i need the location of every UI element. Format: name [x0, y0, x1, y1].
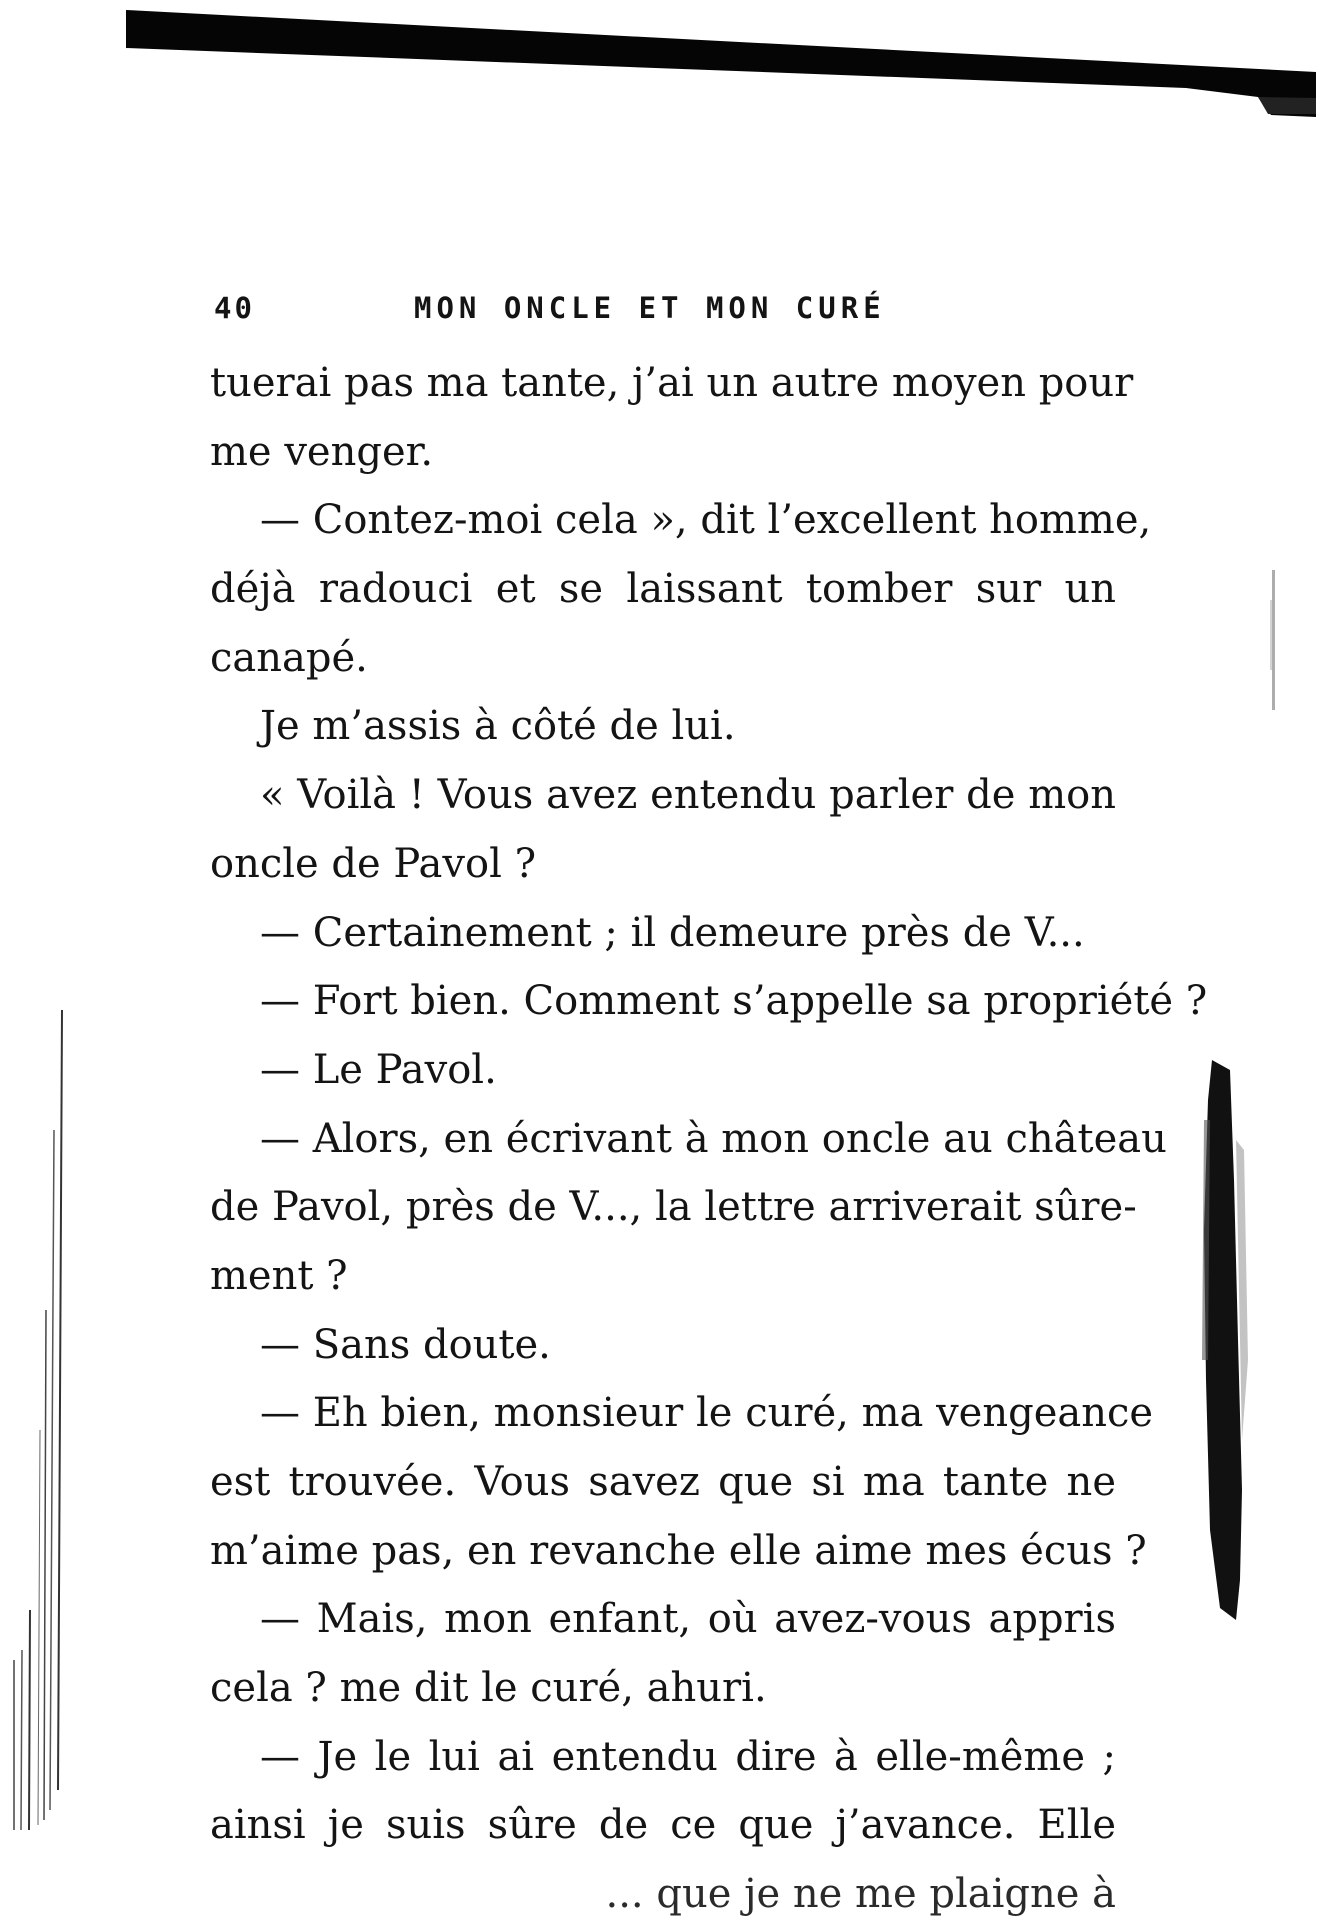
running-head [210, 285, 1116, 335]
page-number: 40 [214, 291, 255, 325]
text-line: — Contez-moi cela », dit l’excellent homme, [260, 497, 1152, 544]
text-line-cut: ... que je ne me plaigne à [605, 1871, 1116, 1918]
text-line: ment ? [210, 1252, 348, 1299]
text-line: canapé. [210, 634, 368, 681]
body-text [210, 349, 1208, 1918]
text-line: — Le Pavol. [260, 1046, 497, 1093]
text-line: déjà radouci et se laissant tomber sur un [210, 566, 1116, 613]
book-page [210, 285, 1208, 1918]
text-line: me venger. [210, 428, 434, 475]
text-line: « Voilà ! Vous avez entendu parler de mon [260, 772, 1116, 819]
text-line: de Pavol, près de V..., la lettre arriverait sûre- [210, 1184, 1137, 1231]
text-line: — Sans doute. [260, 1321, 551, 1368]
scan-edge-bar [126, 2, 1316, 140]
book-title: MON ONCLE ET MON CURÉ [414, 291, 886, 325]
text-line: oncle de Pavol ? [210, 840, 537, 887]
text-line: cela ? me dit le curé, ahuri. [210, 1665, 767, 1712]
text-line: tuerai pas ma tante, j’ai un autre moyen pour [210, 360, 1134, 406]
text-line: — Mais, mon enfant, où avez-vous appris [260, 1596, 1116, 1643]
text-line: m’aime pas, en revanche elle aime mes écus ? [210, 1527, 1147, 1574]
text-line: — Alors, en écrivant à mon oncle au château [260, 1115, 1167, 1162]
text-line: ainsi je suis sûre de ce que j’avance. Elle [210, 1802, 1116, 1849]
text-line: — Certainement ; il demeure près de V... [260, 909, 1085, 956]
scan-lines-left [0, 1010, 70, 1830]
scan-streak-small [1266, 570, 1282, 710]
text-line: — Fort bien. Comment s’appelle sa propriété ? [260, 978, 1208, 1025]
text-line: Je m’assis à côté de lui. [260, 703, 736, 750]
text-line: — Je le lui ai entendu dire à elle-même ; [260, 1733, 1116, 1780]
scan-streak-right [1190, 1060, 1250, 1620]
text-line: est trouvée. Vous savez que si ma tante ne [210, 1459, 1116, 1505]
text-line: — Eh bien, monsieur le curé, ma vengeance [260, 1390, 1154, 1437]
